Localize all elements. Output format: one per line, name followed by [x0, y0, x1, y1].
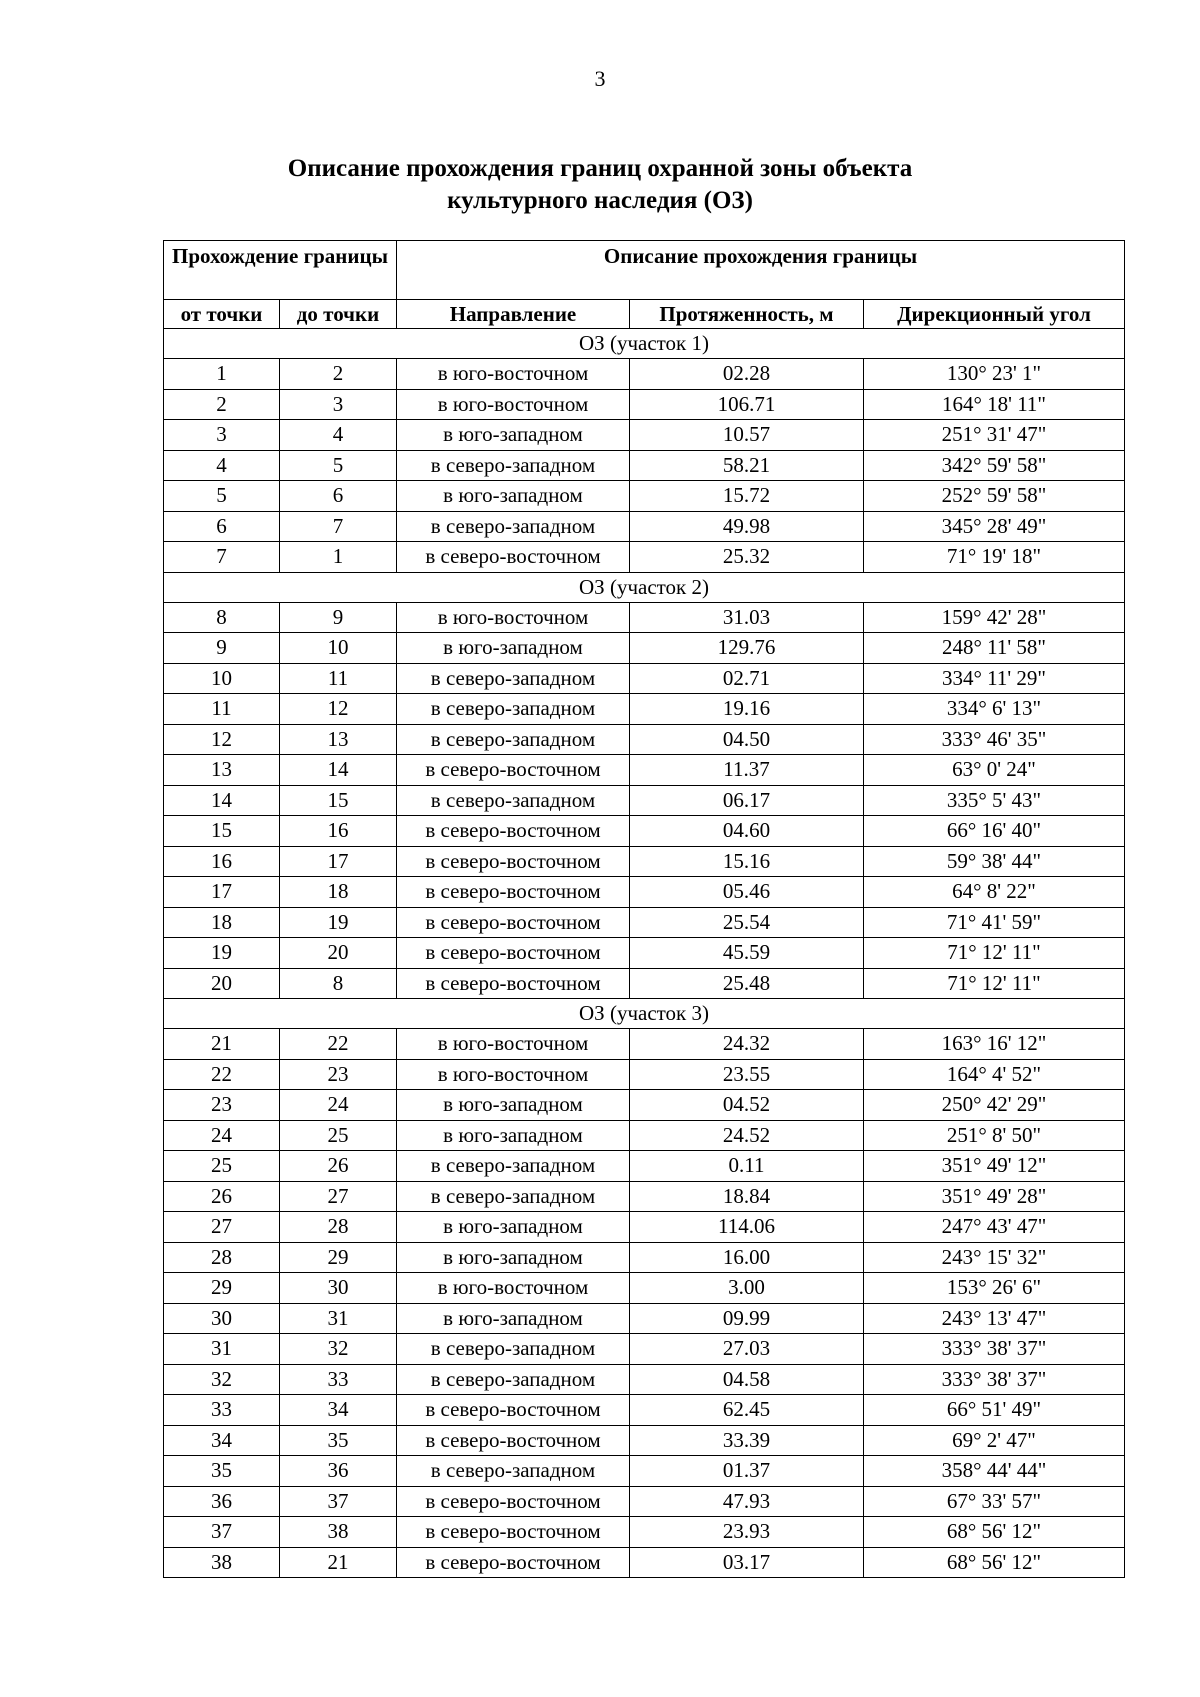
header-to-point: до точки: [280, 300, 397, 329]
from-point-cell: 33: [164, 1395, 280, 1426]
to-point-cell: 27: [280, 1181, 397, 1212]
direction-cell: в юго-восточном: [397, 389, 630, 420]
to-point-cell: 16: [280, 816, 397, 847]
direction-cell: в северо-западном: [397, 511, 630, 542]
direction-cell: в северо-западном: [397, 663, 630, 694]
to-point-cell: 12: [280, 694, 397, 725]
length-cell: 45.59: [630, 938, 864, 969]
header-length: Протяженность, м: [630, 300, 864, 329]
length-cell: 23.93: [630, 1517, 864, 1548]
direction-cell: в северо-восточном: [397, 968, 630, 999]
to-point-cell: 31: [280, 1303, 397, 1334]
from-point-cell: 25: [164, 1151, 280, 1182]
from-point-cell: 22: [164, 1059, 280, 1090]
to-point-cell: 2: [280, 359, 397, 390]
direction-cell: в юго-западном: [397, 1242, 630, 1273]
angle-cell: 333° 38' 37": [864, 1334, 1125, 1365]
to-point-cell: 33: [280, 1364, 397, 1395]
table-row: [164, 602, 1125, 633]
document-title-line-2: культурного наследия (ОЗ): [447, 187, 753, 214]
length-cell: 62.45: [630, 1395, 864, 1426]
length-cell: 114.06: [630, 1212, 864, 1243]
length-cell: 15.72: [630, 481, 864, 512]
angle-cell: 71° 41' 59": [864, 907, 1125, 938]
to-point-cell: 24: [280, 1090, 397, 1121]
to-point-cell: 35: [280, 1425, 397, 1456]
to-point-cell: 7: [280, 511, 397, 542]
table-row: [164, 663, 1125, 694]
to-point-cell: 15: [280, 785, 397, 816]
to-point-cell: 21: [280, 1547, 397, 1578]
direction-cell: в северо-восточном: [397, 1395, 630, 1426]
length-cell: 25.32: [630, 542, 864, 573]
to-point-cell: 28: [280, 1212, 397, 1243]
from-point-cell: 18: [164, 907, 280, 938]
direction-cell: в северо-западном: [397, 1334, 630, 1365]
to-point-cell: 34: [280, 1395, 397, 1426]
from-point-cell: 13: [164, 755, 280, 786]
to-point-cell: 25: [280, 1120, 397, 1151]
direction-cell: в юго-восточном: [397, 602, 630, 633]
direction-cell: в северо-западном: [397, 694, 630, 725]
header-from-point: от точки: [164, 300, 280, 329]
table-row: [164, 1151, 1125, 1182]
from-point-cell: 2: [164, 389, 280, 420]
table-row: [164, 1120, 1125, 1151]
section-title: ОЗ (участок 2): [164, 572, 1125, 602]
length-cell: 16.00: [630, 1242, 864, 1273]
header-description: Описание прохождения границы: [397, 241, 1125, 300]
angle-cell: 163° 16' 12": [864, 1029, 1125, 1060]
from-point-cell: 17: [164, 877, 280, 908]
to-point-cell: 13: [280, 724, 397, 755]
length-cell: 0.11: [630, 1151, 864, 1182]
length-cell: 49.98: [630, 511, 864, 542]
angle-cell: 71° 12' 11": [864, 938, 1125, 969]
to-point-cell: 23: [280, 1059, 397, 1090]
from-point-cell: 27: [164, 1212, 280, 1243]
length-cell: 09.99: [630, 1303, 864, 1334]
angle-cell: 251° 31' 47": [864, 420, 1125, 451]
to-point-cell: 17: [280, 846, 397, 877]
length-cell: 11.37: [630, 755, 864, 786]
angle-cell: 164° 4' 52": [864, 1059, 1125, 1090]
header-angle: Дирекционный угол: [864, 300, 1125, 329]
length-cell: 129.76: [630, 633, 864, 664]
angle-cell: 342° 59' 58": [864, 450, 1125, 481]
angle-cell: 243° 13' 47": [864, 1303, 1125, 1334]
length-cell: 02.28: [630, 359, 864, 390]
from-point-cell: 5: [164, 481, 280, 512]
length-cell: 04.58: [630, 1364, 864, 1395]
length-cell: 106.71: [630, 389, 864, 420]
section-row: [164, 329, 1125, 359]
table-row: [164, 359, 1125, 390]
from-point-cell: 7: [164, 542, 280, 573]
table-row: [164, 481, 1125, 512]
to-point-cell: 38: [280, 1517, 397, 1548]
table-row: [164, 785, 1125, 816]
angle-cell: 159° 42' 28": [864, 602, 1125, 633]
length-cell: 24.52: [630, 1120, 864, 1151]
angle-cell: 247° 43' 47": [864, 1212, 1125, 1243]
direction-cell: в северо-восточном: [397, 846, 630, 877]
from-point-cell: 9: [164, 633, 280, 664]
from-point-cell: 26: [164, 1181, 280, 1212]
angle-cell: 66° 16' 40": [864, 816, 1125, 847]
length-cell: 10.57: [630, 420, 864, 451]
direction-cell: в юго-западном: [397, 420, 630, 451]
direction-cell: в северо-восточном: [397, 816, 630, 847]
table-row: [164, 816, 1125, 847]
angle-cell: 251° 8' 50": [864, 1120, 1125, 1151]
table-row: [164, 1334, 1125, 1365]
length-cell: 04.52: [630, 1090, 864, 1121]
angle-cell: 358° 44' 44": [864, 1456, 1125, 1487]
length-cell: 04.60: [630, 816, 864, 847]
angle-cell: 248° 11' 58": [864, 633, 1125, 664]
direction-cell: в юго-восточном: [397, 359, 630, 390]
table-row: [164, 542, 1125, 573]
from-point-cell: 6: [164, 511, 280, 542]
direction-cell: в северо-западном: [397, 1456, 630, 1487]
direction-cell: в юго-восточном: [397, 1029, 630, 1060]
to-point-cell: 36: [280, 1456, 397, 1487]
table-row: [164, 1181, 1125, 1212]
table-row: [164, 968, 1125, 999]
direction-cell: в юго-западном: [397, 633, 630, 664]
to-point-cell: 26: [280, 1151, 397, 1182]
angle-cell: 153° 26' 6": [864, 1273, 1125, 1304]
to-point-cell: 11: [280, 663, 397, 694]
from-point-cell: 10: [164, 663, 280, 694]
table-row: [164, 1425, 1125, 1456]
direction-cell: в юго-западном: [397, 481, 630, 512]
angle-cell: 63° 0' 24": [864, 755, 1125, 786]
angle-cell: 66° 51' 49": [864, 1395, 1125, 1426]
from-point-cell: 34: [164, 1425, 280, 1456]
table-row: [164, 1364, 1125, 1395]
angle-cell: 71° 12' 11": [864, 968, 1125, 999]
length-cell: 33.39: [630, 1425, 864, 1456]
section-title: ОЗ (участок 1): [164, 329, 1125, 359]
table-row: [164, 389, 1125, 420]
direction-cell: в северо-западном: [397, 724, 630, 755]
direction-cell: в юго-восточном: [397, 1059, 630, 1090]
from-point-cell: 31: [164, 1334, 280, 1365]
direction-cell: в северо-восточном: [397, 938, 630, 969]
to-point-cell: 6: [280, 481, 397, 512]
angle-cell: 334° 6' 13": [864, 694, 1125, 725]
table-row: [164, 1486, 1125, 1517]
from-point-cell: 20: [164, 968, 280, 999]
table-row: [164, 907, 1125, 938]
direction-cell: в северо-восточном: [397, 542, 630, 573]
to-point-cell: 20: [280, 938, 397, 969]
direction-cell: в северо-восточном: [397, 907, 630, 938]
from-point-cell: 19: [164, 938, 280, 969]
direction-cell: в северо-восточном: [397, 1425, 630, 1456]
from-point-cell: 15: [164, 816, 280, 847]
to-point-cell: 1: [280, 542, 397, 573]
table-row: [164, 1547, 1125, 1578]
document-title: [0, 153, 1200, 217]
length-cell: 15.16: [630, 846, 864, 877]
length-cell: 3.00: [630, 1273, 864, 1304]
table-row: [164, 1242, 1125, 1273]
direction-cell: в северо-западном: [397, 1364, 630, 1395]
direction-cell: в юго-западном: [397, 1303, 630, 1334]
from-point-cell: 4: [164, 450, 280, 481]
length-cell: 25.54: [630, 907, 864, 938]
to-point-cell: 4: [280, 420, 397, 451]
from-point-cell: 32: [164, 1364, 280, 1395]
angle-cell: 71° 19' 18": [864, 542, 1125, 573]
angle-cell: 67° 33' 57": [864, 1486, 1125, 1517]
table-row: [164, 1456, 1125, 1487]
table-body: [164, 329, 1125, 1578]
angle-cell: 64° 8' 22": [864, 877, 1125, 908]
from-point-cell: 3: [164, 420, 280, 451]
length-cell: 18.84: [630, 1181, 864, 1212]
direction-cell: в северо-восточном: [397, 1486, 630, 1517]
table-row: [164, 724, 1125, 755]
table-row: [164, 511, 1125, 542]
direction-cell: в северо-восточном: [397, 1547, 630, 1578]
to-point-cell: 9: [280, 602, 397, 633]
length-cell: 47.93: [630, 1486, 864, 1517]
to-point-cell: 8: [280, 968, 397, 999]
table-row: [164, 938, 1125, 969]
direction-cell: в северо-западном: [397, 1151, 630, 1182]
from-point-cell: 30: [164, 1303, 280, 1334]
from-point-cell: 36: [164, 1486, 280, 1517]
angle-cell: 68° 56' 12": [864, 1517, 1125, 1548]
direction-cell: в северо-западном: [397, 450, 630, 481]
length-cell: 23.55: [630, 1059, 864, 1090]
to-point-cell: 10: [280, 633, 397, 664]
from-point-cell: 29: [164, 1273, 280, 1304]
angle-cell: 243° 15' 32": [864, 1242, 1125, 1273]
length-cell: 04.50: [630, 724, 864, 755]
to-point-cell: 19: [280, 907, 397, 938]
section-title: ОЗ (участок 3): [164, 999, 1125, 1029]
table-row: [164, 420, 1125, 451]
page-number: 3: [594, 66, 606, 91]
from-point-cell: 12: [164, 724, 280, 755]
from-point-cell: 8: [164, 602, 280, 633]
to-point-cell: 29: [280, 1242, 397, 1273]
direction-cell: в юго-восточном: [397, 1273, 630, 1304]
direction-cell: в юго-западном: [397, 1090, 630, 1121]
length-cell: 03.17: [630, 1547, 864, 1578]
header-passage: Прохождение границы: [164, 241, 397, 300]
table-row: [164, 1212, 1125, 1243]
length-cell: 06.17: [630, 785, 864, 816]
table-row: [164, 1273, 1125, 1304]
from-point-cell: 14: [164, 785, 280, 816]
table-row: [164, 1517, 1125, 1548]
angle-cell: 345° 28' 49": [864, 511, 1125, 542]
to-point-cell: 32: [280, 1334, 397, 1365]
from-point-cell: 23: [164, 1090, 280, 1121]
to-point-cell: 14: [280, 755, 397, 786]
length-cell: 01.37: [630, 1456, 864, 1487]
header-direction: Направление: [397, 300, 630, 329]
length-cell: 24.32: [630, 1029, 864, 1060]
direction-cell: в юго-западном: [397, 1212, 630, 1243]
angle-cell: 333° 46' 35": [864, 724, 1125, 755]
to-point-cell: 37: [280, 1486, 397, 1517]
table-row: [164, 1303, 1125, 1334]
from-point-cell: 24: [164, 1120, 280, 1151]
to-point-cell: 18: [280, 877, 397, 908]
from-point-cell: 1: [164, 359, 280, 390]
direction-cell: в северо-восточном: [397, 1517, 630, 1548]
table-row: [164, 755, 1125, 786]
from-point-cell: 11: [164, 694, 280, 725]
angle-cell: 351° 49' 12": [864, 1151, 1125, 1182]
boundary-table: [163, 240, 1125, 1578]
table-row: [164, 877, 1125, 908]
from-point-cell: 21: [164, 1029, 280, 1060]
section-row: [164, 572, 1125, 602]
angle-cell: 68° 56' 12": [864, 1547, 1125, 1578]
to-point-cell: 22: [280, 1029, 397, 1060]
table-row: [164, 1395, 1125, 1426]
from-point-cell: 35: [164, 1456, 280, 1487]
angle-cell: 333° 38' 37": [864, 1364, 1125, 1395]
direction-cell: в северо-восточном: [397, 755, 630, 786]
length-cell: 19.16: [630, 694, 864, 725]
to-point-cell: 3: [280, 389, 397, 420]
section-row: [164, 999, 1125, 1029]
angle-cell: 130° 23' 1": [864, 359, 1125, 390]
table-row: [164, 1029, 1125, 1060]
length-cell: 58.21: [630, 450, 864, 481]
direction-cell: в северо-западном: [397, 1181, 630, 1212]
table-row: [164, 1059, 1125, 1090]
table-row: [164, 1090, 1125, 1121]
length-cell: 25.48: [630, 968, 864, 999]
from-point-cell: 16: [164, 846, 280, 877]
table-row: [164, 846, 1125, 877]
length-cell: 31.03: [630, 602, 864, 633]
direction-cell: в северо-западном: [397, 785, 630, 816]
to-point-cell: 5: [280, 450, 397, 481]
table-row: [164, 450, 1125, 481]
angle-cell: 59° 38' 44": [864, 846, 1125, 877]
length-cell: 05.46: [630, 877, 864, 908]
angle-cell: 164° 18' 11": [864, 389, 1125, 420]
angle-cell: 334° 11' 29": [864, 663, 1125, 694]
angle-cell: 69° 2' 47": [864, 1425, 1125, 1456]
table-row: [164, 694, 1125, 725]
angle-cell: 252° 59' 58": [864, 481, 1125, 512]
angle-cell: 250° 42' 29": [864, 1090, 1125, 1121]
from-point-cell: 38: [164, 1547, 280, 1578]
from-point-cell: 28: [164, 1242, 280, 1273]
direction-cell: в юго-западном: [397, 1120, 630, 1151]
direction-cell: в северо-восточном: [397, 877, 630, 908]
length-cell: 27.03: [630, 1334, 864, 1365]
from-point-cell: 37: [164, 1517, 280, 1548]
angle-cell: 335° 5' 43": [864, 785, 1125, 816]
to-point-cell: 30: [280, 1273, 397, 1304]
angle-cell: 351° 49' 28": [864, 1181, 1125, 1212]
table-row: [164, 633, 1125, 664]
length-cell: 02.71: [630, 663, 864, 694]
document-title-line-1: Описание прохождения границ охранной зоны объекта: [287, 155, 913, 182]
